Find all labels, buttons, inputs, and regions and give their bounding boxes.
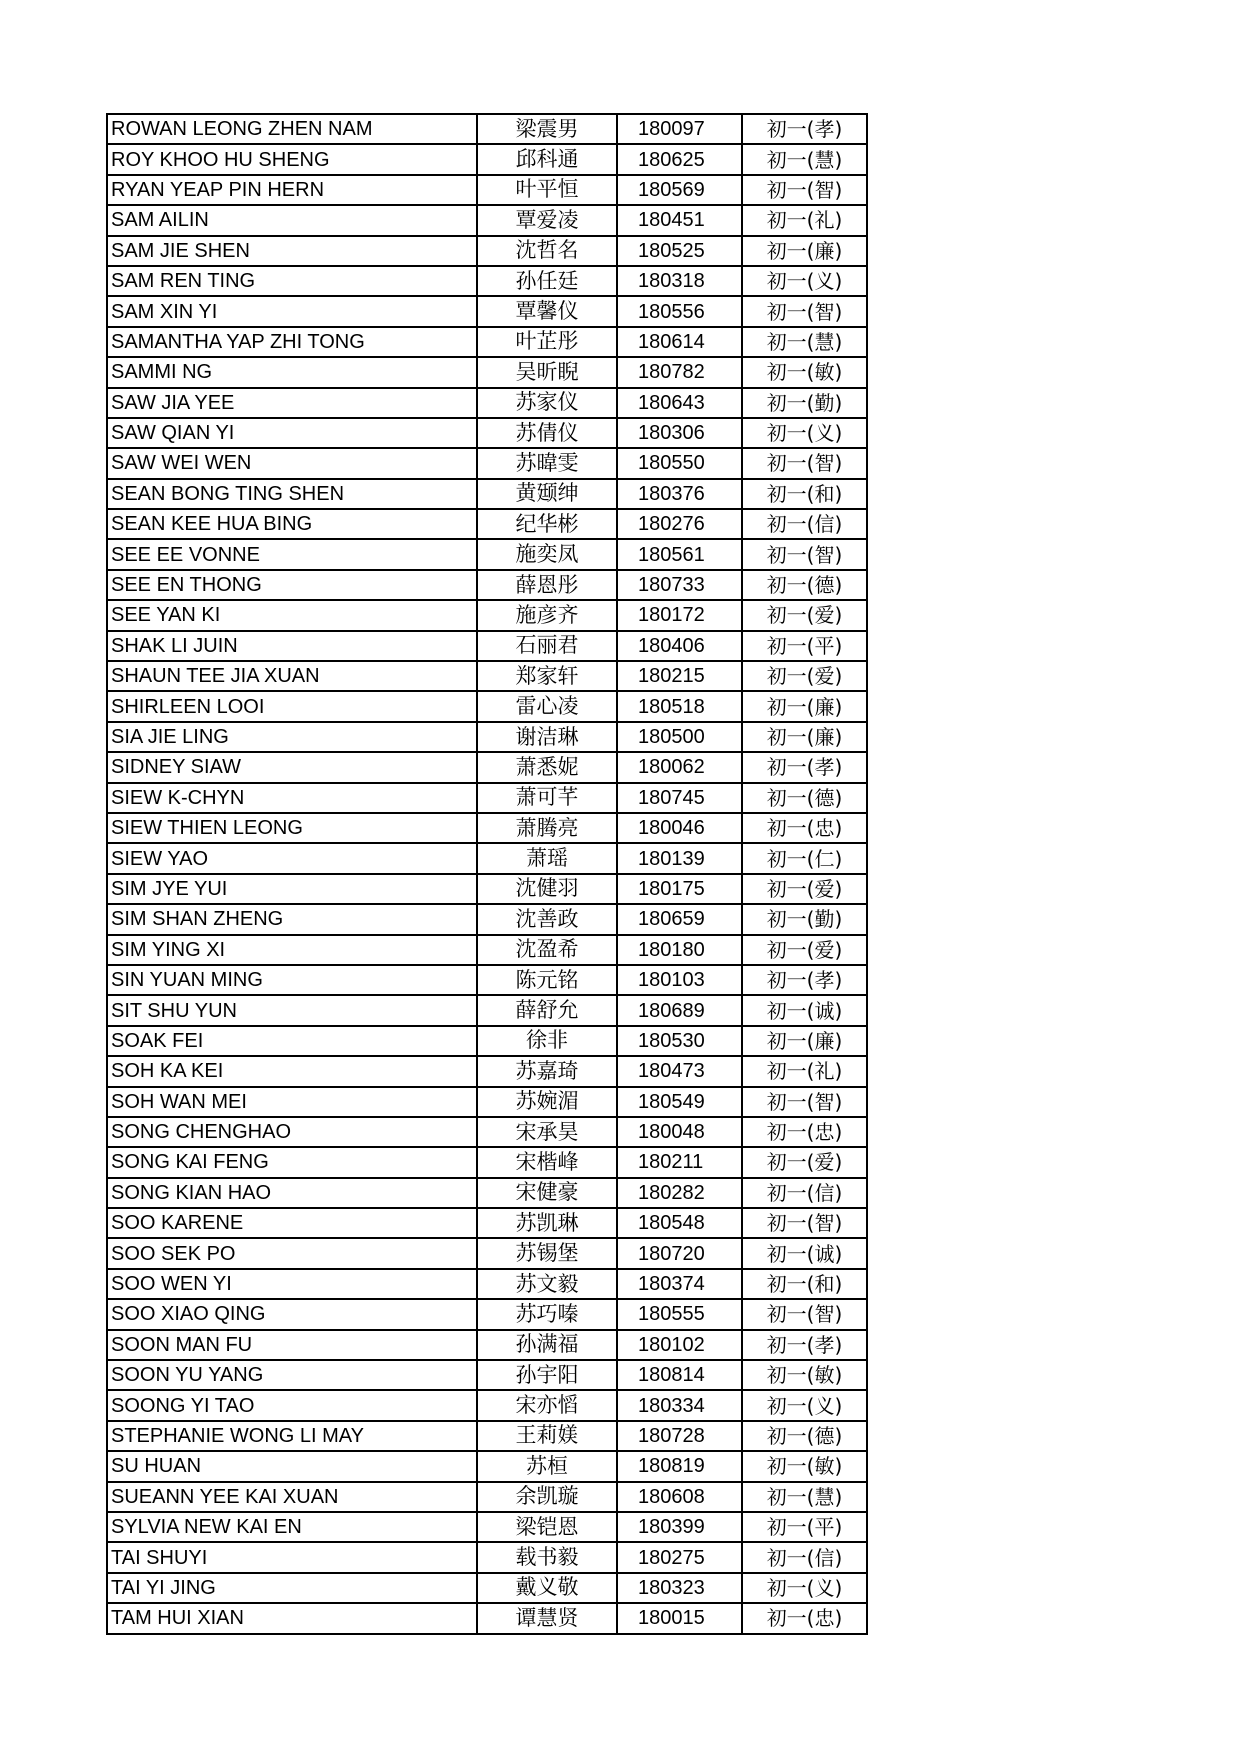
student-id-cell: 180376: [617, 479, 742, 509]
table-row: [107, 509, 867, 539]
student-id-cell: 180062: [617, 752, 742, 782]
student-id-cell: 180046: [617, 813, 742, 843]
student-name-cell: ROY KHOO HU SHENG: [107, 144, 477, 174]
student-id-cell: 180139: [617, 843, 742, 873]
class-cell: 初一(德): [742, 570, 867, 600]
chinese-name-cell: 苏婉湄: [477, 1087, 617, 1117]
table-row: [107, 722, 867, 752]
table-row: [107, 266, 867, 296]
student-name-cell: SIM YING XI: [107, 935, 477, 965]
table-row: [107, 357, 867, 387]
student-name-cell: SIT SHU YUN: [107, 995, 477, 1025]
student-id-cell: 180550: [617, 448, 742, 478]
chinese-name-cell: 苏嘉琦: [477, 1056, 617, 1086]
chinese-name-cell: 载书毅: [477, 1542, 617, 1572]
class-cell: 初一(爱): [742, 874, 867, 904]
student-name-cell: SIEW K-CHYN: [107, 783, 477, 813]
class-cell: 初一(礼): [742, 205, 867, 235]
student-id-cell: 180015: [617, 1603, 742, 1633]
student-name-cell: STEPHANIE WONG LI MAY: [107, 1421, 477, 1451]
class-cell: 初一(爱): [742, 1147, 867, 1177]
table-row: [107, 874, 867, 904]
student-name-cell: SHAUN TEE JIA XUAN: [107, 661, 477, 691]
table-row: [107, 1603, 867, 1633]
class-cell: 初一(敏): [742, 1360, 867, 1390]
chinese-name-cell: 吴昕睨: [477, 357, 617, 387]
student-id-cell: 180276: [617, 509, 742, 539]
table-row: [107, 904, 867, 934]
student-name-cell: SOO SEK PO: [107, 1238, 477, 1268]
chinese-name-cell: 梁震男: [477, 114, 617, 144]
table-row: [107, 418, 867, 448]
student-name-cell: SIDNEY SIAW: [107, 752, 477, 782]
student-name-cell: SOON YU YANG: [107, 1360, 477, 1390]
student-id-cell: 180306: [617, 418, 742, 448]
student-name-cell: SAW JIA YEE: [107, 388, 477, 418]
chinese-name-cell: 萧腾亮: [477, 813, 617, 843]
class-cell: 初一(智): [742, 1087, 867, 1117]
class-cell: 初一(和): [742, 479, 867, 509]
class-cell: 初一(慧): [742, 327, 867, 357]
chinese-name-cell: 戴义敬: [477, 1573, 617, 1603]
student-id-cell: 180473: [617, 1056, 742, 1086]
table-row: [107, 1299, 867, 1329]
class-cell: 初一(智): [742, 1208, 867, 1238]
chinese-name-cell: 孙宇阳: [477, 1360, 617, 1390]
table-row: [107, 995, 867, 1025]
student-id-cell: 180643: [617, 388, 742, 418]
chinese-name-cell: 施奕凤: [477, 539, 617, 569]
class-cell: 初一(平): [742, 631, 867, 661]
student-id-cell: 180525: [617, 236, 742, 266]
student-id-cell: 180608: [617, 1482, 742, 1512]
chinese-name-cell: 谢洁琳: [477, 722, 617, 752]
student-name-cell: SU HUAN: [107, 1451, 477, 1481]
student-name-cell: SAM REN TING: [107, 266, 477, 296]
student-name-cell: SAMANTHA YAP ZHI TONG: [107, 327, 477, 357]
student-id-cell: 180334: [617, 1390, 742, 1420]
class-cell: 初一(勤): [742, 388, 867, 418]
student-id-cell: 180399: [617, 1512, 742, 1542]
table-row: [107, 843, 867, 873]
table-row: [107, 1390, 867, 1420]
chinese-name-cell: 苏桓: [477, 1451, 617, 1481]
chinese-name-cell: 黄颋绅: [477, 479, 617, 509]
student-id-cell: 180814: [617, 1360, 742, 1390]
student-id-cell: 180614: [617, 327, 742, 357]
student-id-cell: 180500: [617, 722, 742, 752]
class-cell: 初一(忠): [742, 1117, 867, 1147]
student-id-cell: 180549: [617, 1087, 742, 1117]
chinese-name-cell: 覃馨仪: [477, 296, 617, 326]
chinese-name-cell: 梁铠恩: [477, 1512, 617, 1542]
class-cell: 初一(礼): [742, 1056, 867, 1086]
class-cell: 初一(孝): [742, 114, 867, 144]
class-cell: 初一(智): [742, 539, 867, 569]
student-id-cell: 180728: [617, 1421, 742, 1451]
student-name-cell: SOH WAN MEI: [107, 1087, 477, 1117]
student-name-cell: SHIRLEEN LOOI: [107, 691, 477, 721]
student-name-cell: RYAN YEAP PIN HERN: [107, 175, 477, 205]
table-row: [107, 296, 867, 326]
table-row: [107, 1542, 867, 1572]
chinese-name-cell: 薛舒允: [477, 995, 617, 1025]
student-name-cell: SOAK FEI: [107, 1026, 477, 1056]
student-name-cell: ROWAN LEONG ZHEN NAM: [107, 114, 477, 144]
table-row: [107, 1056, 867, 1086]
student-name-cell: SOH KA KEI: [107, 1056, 477, 1086]
class-cell: 初一(诚): [742, 1238, 867, 1268]
student-id-cell: 180180: [617, 935, 742, 965]
student-name-cell: SEE YAN KI: [107, 600, 477, 630]
student-name-cell: SIN YUAN MING: [107, 965, 477, 995]
table-row: [107, 1421, 867, 1451]
class-cell: 初一(廉): [742, 691, 867, 721]
class-cell: 初一(智): [742, 448, 867, 478]
table-row: [107, 783, 867, 813]
table-row: [107, 1573, 867, 1603]
class-cell: 初一(智): [742, 175, 867, 205]
student-id-cell: 180172: [617, 600, 742, 630]
student-id-cell: 180211: [617, 1147, 742, 1177]
chinese-name-cell: 宋亦慆: [477, 1390, 617, 1420]
chinese-name-cell: 王莉媄: [477, 1421, 617, 1451]
student-name-cell: SAW WEI WEN: [107, 448, 477, 478]
table-row: [107, 1512, 867, 1542]
class-cell: 初一(信): [742, 1542, 867, 1572]
student-id-cell: 180406: [617, 631, 742, 661]
chinese-name-cell: 沈善政: [477, 904, 617, 934]
student-name-cell: SYLVIA NEW KAI EN: [107, 1512, 477, 1542]
student-name-cell: SONG KAI FENG: [107, 1147, 477, 1177]
student-name-cell: SUEANN YEE KAI XUAN: [107, 1482, 477, 1512]
chinese-name-cell: 施彦齐: [477, 600, 617, 630]
student-id-cell: 180451: [617, 205, 742, 235]
student-id-cell: 180819: [617, 1451, 742, 1481]
student-name-cell: SEAN KEE HUA BING: [107, 509, 477, 539]
chinese-name-cell: 薛恩彤: [477, 570, 617, 600]
student-name-cell: SAM JIE SHEN: [107, 236, 477, 266]
table-row: [107, 1330, 867, 1360]
student-name-cell: SIM SHAN ZHENG: [107, 904, 477, 934]
class-cell: 初一(孝): [742, 752, 867, 782]
chinese-name-cell: 宋健豪: [477, 1178, 617, 1208]
chinese-name-cell: 谭慧贤: [477, 1603, 617, 1633]
student-id-cell: 180720: [617, 1238, 742, 1268]
student-id-cell: 180048: [617, 1117, 742, 1147]
chinese-name-cell: 萧可芊: [477, 783, 617, 813]
class-cell: 初一(廉): [742, 236, 867, 266]
student-name-cell: SONG CHENGHAO: [107, 1117, 477, 1147]
student-name-cell: SIEW THIEN LEONG: [107, 813, 477, 843]
student-id-cell: 180733: [617, 570, 742, 600]
class-cell: 初一(爱): [742, 600, 867, 630]
student-id-cell: 180102: [617, 1330, 742, 1360]
class-cell: 初一(爱): [742, 661, 867, 691]
class-cell: 初一(敏): [742, 357, 867, 387]
student-name-cell: TAI YI JING: [107, 1573, 477, 1603]
chinese-name-cell: 沈健羽: [477, 874, 617, 904]
class-cell: 初一(诚): [742, 995, 867, 1025]
class-cell: 初一(廉): [742, 1026, 867, 1056]
chinese-name-cell: 纪华彬: [477, 509, 617, 539]
student-id-cell: 180745: [617, 783, 742, 813]
class-cell: 初一(慧): [742, 144, 867, 174]
student-id-cell: 180530: [617, 1026, 742, 1056]
student-name-cell: SOO XIAO QING: [107, 1299, 477, 1329]
class-cell: 初一(敏): [742, 1451, 867, 1481]
class-cell: 初一(德): [742, 783, 867, 813]
student-name-cell: SAMMI NG: [107, 357, 477, 387]
class-cell: 初一(义): [742, 418, 867, 448]
table-row: [107, 1178, 867, 1208]
table-row: [107, 1360, 867, 1390]
class-cell: 初一(智): [742, 1299, 867, 1329]
class-cell: 初一(智): [742, 296, 867, 326]
student-name-cell: SEAN BONG TING SHEN: [107, 479, 477, 509]
chinese-name-cell: 沈盈希: [477, 935, 617, 965]
chinese-name-cell: 徐非: [477, 1026, 617, 1056]
chinese-name-cell: 苏锡堡: [477, 1238, 617, 1268]
student-name-cell: SIM JYE YUI: [107, 874, 477, 904]
table-row: [107, 479, 867, 509]
class-cell: 初一(孝): [742, 1330, 867, 1360]
table-row: [107, 144, 867, 174]
class-cell: 初一(忠): [742, 1603, 867, 1633]
chinese-name-cell: 苏倩仪: [477, 418, 617, 448]
table-row: [107, 1026, 867, 1056]
student-id-cell: 180659: [617, 904, 742, 934]
table-row: [107, 661, 867, 691]
table-row: [107, 1269, 867, 1299]
table-row: [107, 1238, 867, 1268]
class-cell: 初一(德): [742, 1421, 867, 1451]
student-name-cell: SEE EN THONG: [107, 570, 477, 600]
student-id-cell: 180175: [617, 874, 742, 904]
class-cell: 初一(勤): [742, 904, 867, 934]
student-id-cell: 180782: [617, 357, 742, 387]
table-row: [107, 236, 867, 266]
student-id-cell: 180689: [617, 995, 742, 1025]
table-row: [107, 935, 867, 965]
student-name-cell: SONG KIAN HAO: [107, 1178, 477, 1208]
table-row: [107, 965, 867, 995]
chinese-name-cell: 孙任廷: [477, 266, 617, 296]
student-name-cell: SIA JIE LING: [107, 722, 477, 752]
student-name-cell: SHAK LI JUIN: [107, 631, 477, 661]
student-roster-table: [106, 113, 868, 1635]
chinese-name-cell: 雷心凌: [477, 691, 617, 721]
chinese-name-cell: 苏文毅: [477, 1269, 617, 1299]
class-cell: 初一(义): [742, 266, 867, 296]
student-id-cell: 180374: [617, 1269, 742, 1299]
chinese-name-cell: 苏暐雯: [477, 448, 617, 478]
student-name-cell: SAM AILIN: [107, 205, 477, 235]
table-row: [107, 570, 867, 600]
student-name-cell: SOO KARENE: [107, 1208, 477, 1238]
student-id-cell: 180518: [617, 691, 742, 721]
chinese-name-cell: 邱科通: [477, 144, 617, 174]
table-row: [107, 600, 867, 630]
class-cell: 初一(仁): [742, 843, 867, 873]
chinese-name-cell: 苏凯琳: [477, 1208, 617, 1238]
chinese-name-cell: 郑家轩: [477, 661, 617, 691]
table-row: [107, 448, 867, 478]
class-cell: 初一(爱): [742, 935, 867, 965]
table-row: [107, 1451, 867, 1481]
roster-table-body: [107, 114, 867, 1634]
table-row: [107, 388, 867, 418]
student-name-cell: SAM XIN YI: [107, 296, 477, 326]
chinese-name-cell: 宋楷峰: [477, 1147, 617, 1177]
student-id-cell: 180561: [617, 539, 742, 569]
chinese-name-cell: 余凯璇: [477, 1482, 617, 1512]
chinese-name-cell: 叶芷彤: [477, 327, 617, 357]
chinese-name-cell: 苏巧嗪: [477, 1299, 617, 1329]
chinese-name-cell: 石丽君: [477, 631, 617, 661]
table-row: [107, 205, 867, 235]
class-cell: 初一(义): [742, 1390, 867, 1420]
student-id-cell: 180215: [617, 661, 742, 691]
table-row: [107, 1117, 867, 1147]
chinese-name-cell: 宋承昊: [477, 1117, 617, 1147]
chinese-name-cell: 陈元铭: [477, 965, 617, 995]
chinese-name-cell: 苏家仪: [477, 388, 617, 418]
table-row: [107, 1147, 867, 1177]
student-id-cell: 180569: [617, 175, 742, 205]
table-row: [107, 752, 867, 782]
chinese-name-cell: 萧瑶: [477, 843, 617, 873]
table-row: [107, 539, 867, 569]
class-cell: 初一(和): [742, 1269, 867, 1299]
table-row: [107, 691, 867, 721]
student-name-cell: SOON MAN FU: [107, 1330, 477, 1360]
student-id-cell: 180556: [617, 296, 742, 326]
class-cell: 初一(信): [742, 509, 867, 539]
table-row: [107, 175, 867, 205]
chinese-name-cell: 孙满福: [477, 1330, 617, 1360]
chinese-name-cell: 沈哲名: [477, 236, 617, 266]
table-row: [107, 327, 867, 357]
student-id-cell: 180323: [617, 1573, 742, 1603]
student-id-cell: 180625: [617, 144, 742, 174]
student-name-cell: SOONG YI TAO: [107, 1390, 477, 1420]
student-name-cell: TAI SHUYI: [107, 1542, 477, 1572]
student-id-cell: 180282: [617, 1178, 742, 1208]
student-id-cell: 180097: [617, 114, 742, 144]
student-id-cell: 180103: [617, 965, 742, 995]
table-row: [107, 631, 867, 661]
class-cell: 初一(孝): [742, 965, 867, 995]
student-id-cell: 180548: [617, 1208, 742, 1238]
student-id-cell: 180275: [617, 1542, 742, 1572]
table-row: [107, 1087, 867, 1117]
class-cell: 初一(忠): [742, 813, 867, 843]
table-row: [107, 813, 867, 843]
table-row: [107, 1208, 867, 1238]
class-cell: 初一(慧): [742, 1482, 867, 1512]
student-name-cell: SAW QIAN YI: [107, 418, 477, 448]
student-id-cell: 180318: [617, 266, 742, 296]
student-name-cell: TAM HUI XIAN: [107, 1603, 477, 1633]
table-row: [107, 1482, 867, 1512]
class-cell: 初一(信): [742, 1178, 867, 1208]
table-row: [107, 114, 867, 144]
student-name-cell: SIEW YAO: [107, 843, 477, 873]
class-cell: 初一(平): [742, 1512, 867, 1542]
class-cell: 初一(廉): [742, 722, 867, 752]
student-name-cell: SEE EE VONNE: [107, 539, 477, 569]
student-id-cell: 180555: [617, 1299, 742, 1329]
student-name-cell: SOO WEN YI: [107, 1269, 477, 1299]
chinese-name-cell: 萧悉妮: [477, 752, 617, 782]
chinese-name-cell: 覃爱凌: [477, 205, 617, 235]
class-cell: 初一(义): [742, 1573, 867, 1603]
chinese-name-cell: 叶平恒: [477, 175, 617, 205]
